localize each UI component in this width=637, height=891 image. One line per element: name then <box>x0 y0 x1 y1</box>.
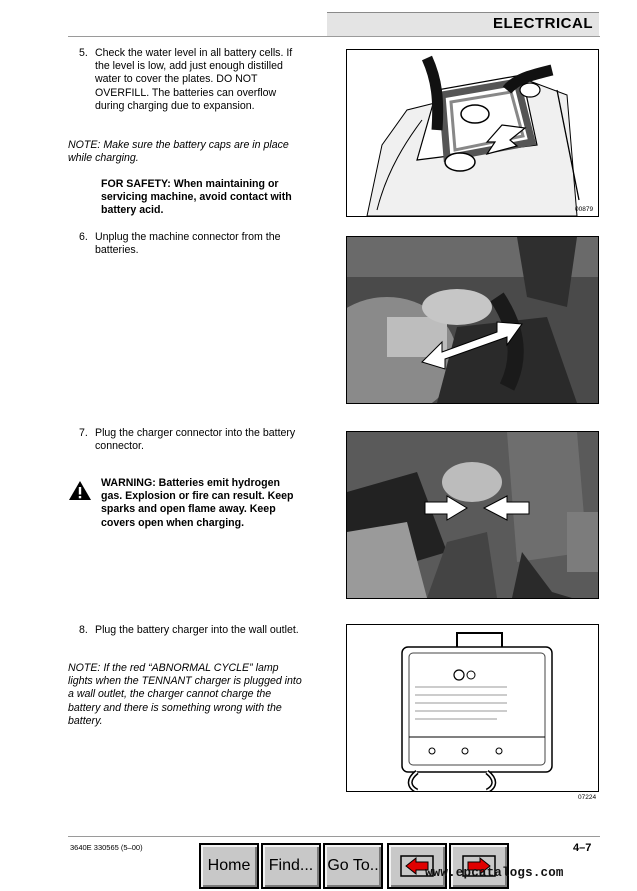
step-number: 7. <box>79 427 88 439</box>
text-line: WARNING: Batteries emit hydrogen <box>101 477 280 489</box>
page-number: 4–7 <box>573 842 592 854</box>
text-line: FOR SAFETY: When maintaining or <box>101 178 279 190</box>
text-line: lights when the TENNANT charger is plugged into <box>68 675 302 688</box>
step-number: 6. <box>79 231 88 243</box>
note-abnormal-cycle <box>68 662 338 728</box>
text-line: NOTE: Make sure the battery caps are in place <box>68 139 289 151</box>
text-line: while charging. <box>68 152 139 165</box>
step-text <box>95 47 292 113</box>
text-line: batteries. <box>95 244 139 257</box>
text-line: sparks and open flame away. Keep <box>101 503 276 516</box>
header-rule <box>68 36 600 37</box>
text-line: gas. Explosion or fire can result. Keep <box>101 490 294 503</box>
text-line: covers open when charging. <box>101 516 245 529</box>
safety-notice <box>101 178 331 218</box>
footer-rule <box>68 836 600 837</box>
unplug-photo <box>347 237 598 403</box>
warning-triangle-icon <box>68 480 92 501</box>
figure-id: 07224 <box>578 794 597 801</box>
figure-id: 00879 <box>575 206 594 213</box>
section-title: ELECTRICAL <box>493 15 593 32</box>
step-text <box>95 427 295 453</box>
text-line: water to cover the plates. DO NOT <box>95 73 258 86</box>
step-text <box>95 624 299 637</box>
text-line: battery acid. <box>101 204 164 217</box>
document-id: 3640E 330565 (5–00) <box>70 843 143 852</box>
figure-plug-charger-connector <box>346 431 599 599</box>
text-line: during charging due to expansion. <box>95 99 255 112</box>
home-button[interactable]: Home <box>199 843 259 889</box>
watermark-text: www.epcatalogs.com <box>425 866 564 880</box>
text-line: servicing machine, avoid contact with <box>101 191 292 204</box>
figure-battery-charger <box>346 624 599 792</box>
charger-illustration <box>347 625 598 791</box>
text-line: Plug the battery charger into the wall outlet. <box>95 624 299 636</box>
goto-button[interactable]: Go To.. <box>323 843 383 889</box>
text-line: the level is low, add just enough distilled <box>95 60 283 73</box>
find-button[interactable]: Find... <box>261 843 321 889</box>
text-line: a wall outlet, the charger cannot charge the <box>68 688 272 701</box>
step-number: 5. <box>79 47 88 59</box>
step-text <box>95 231 281 257</box>
text-line: battery. <box>68 714 103 727</box>
plug-photo <box>347 432 598 598</box>
warning-notice <box>101 477 341 530</box>
battery-illustration <box>347 50 598 216</box>
text-line: OVERFILL. The batteries can overflow <box>95 86 277 99</box>
text-line: Check the water level in all battery cells. If <box>95 47 293 59</box>
text-line: connector. <box>95 440 144 453</box>
text-line: Unplug the machine connector from the <box>95 231 281 243</box>
text-line: NOTE: If the red “ABNORMAL CYCLE” lamp <box>68 662 279 674</box>
figure-battery-caps <box>346 49 599 217</box>
figure-unplug-connector <box>346 236 599 404</box>
note-battery-caps <box>68 139 328 165</box>
text-line: battery and there is something wrong with the <box>68 701 282 714</box>
text-line: Plug the charger connector into the battery <box>95 427 296 439</box>
step-number: 8. <box>79 624 88 636</box>
